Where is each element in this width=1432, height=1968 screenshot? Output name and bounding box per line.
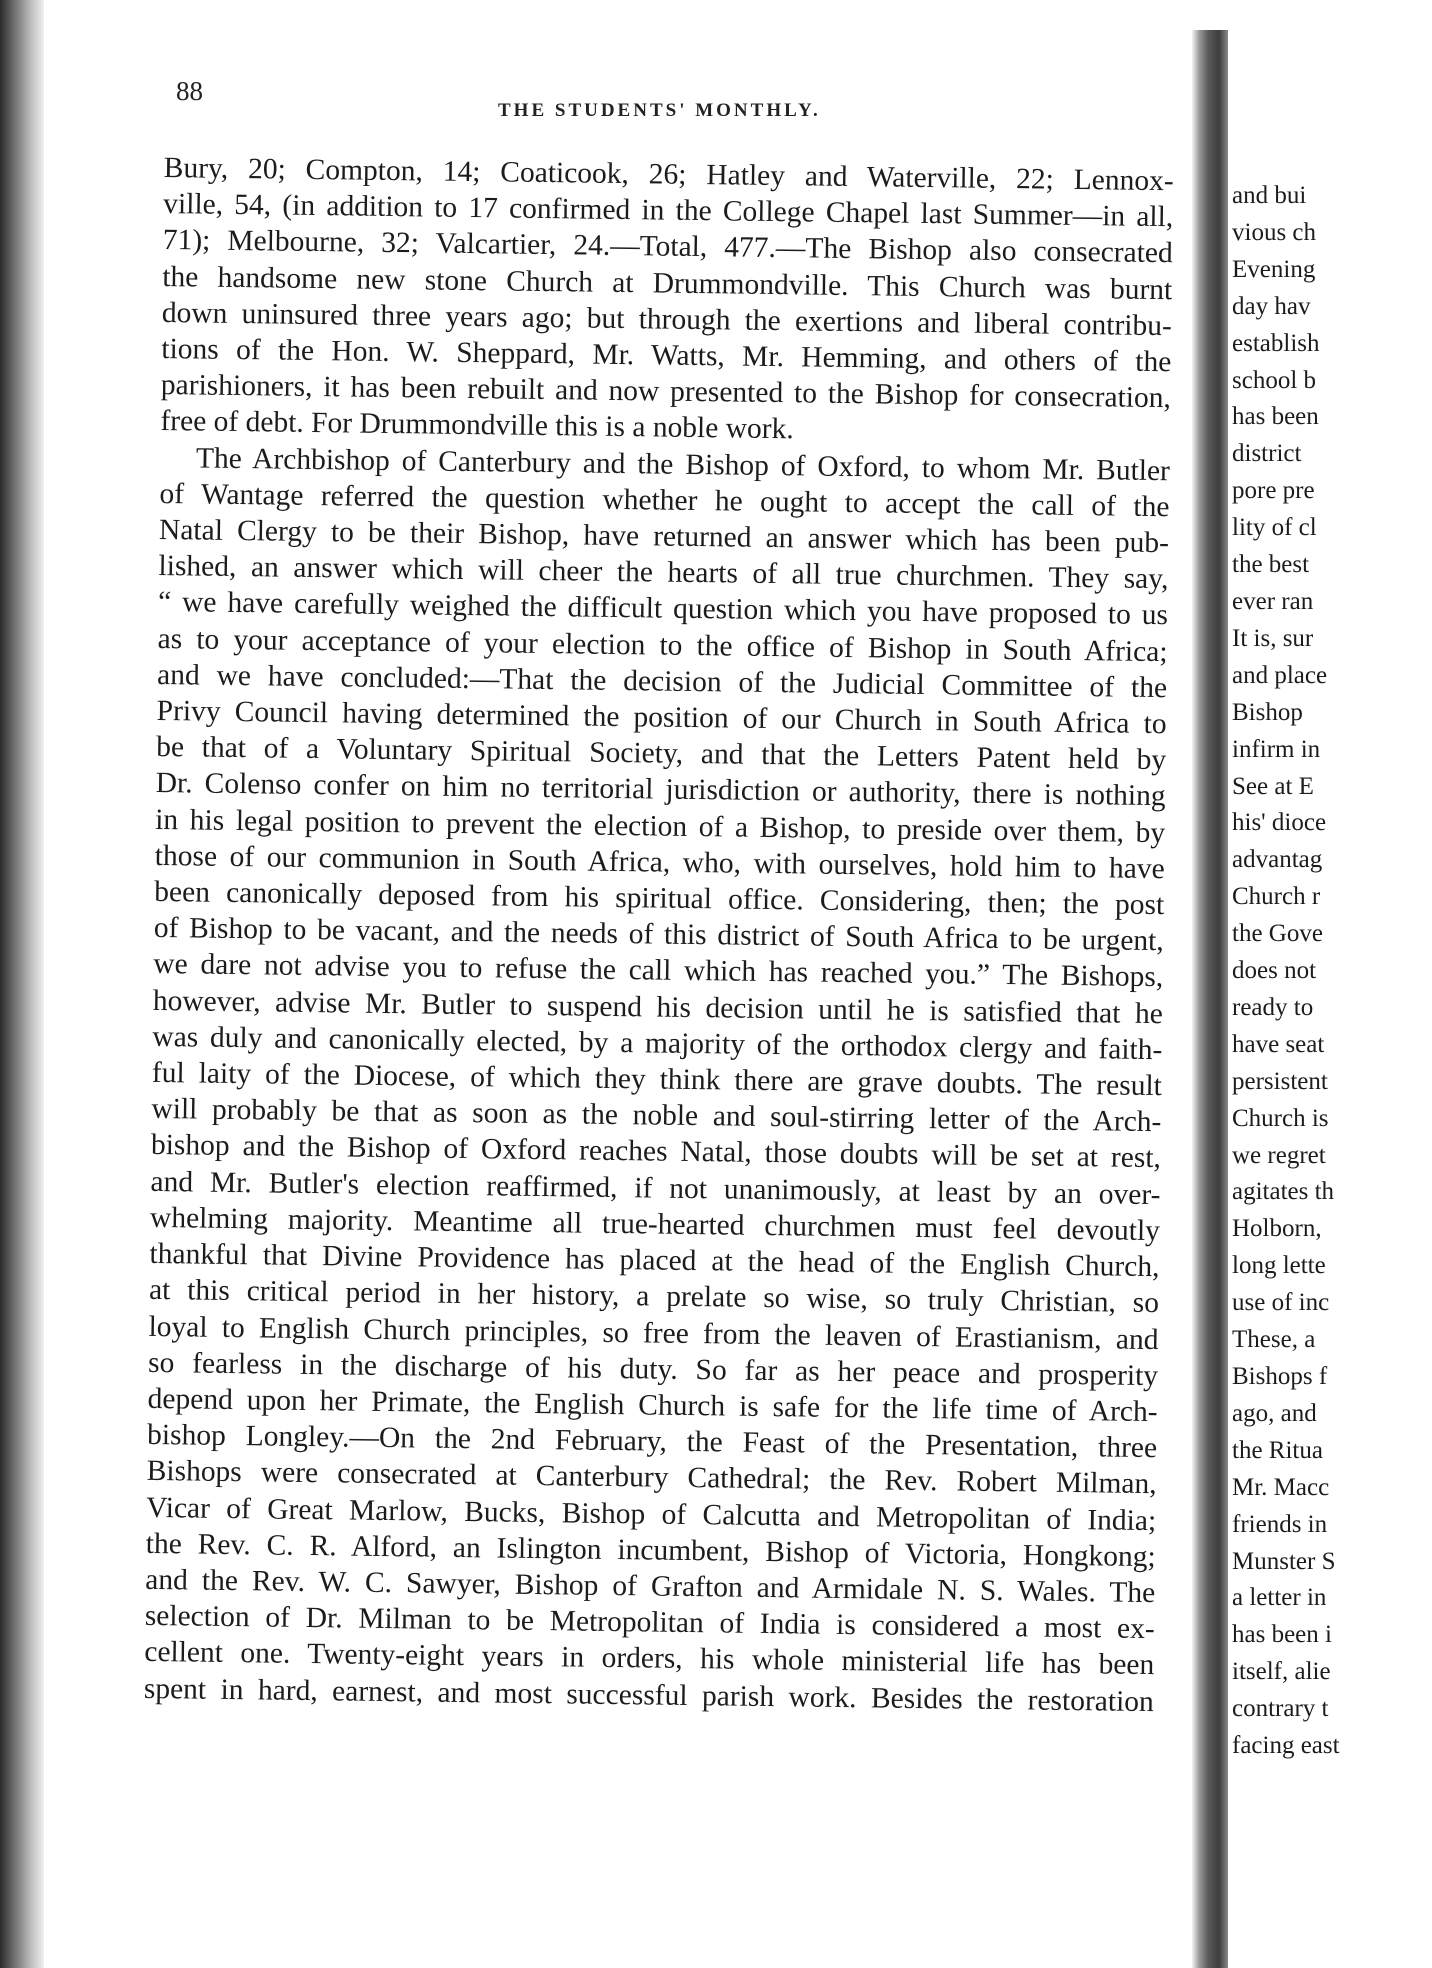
body-line: Bury, 20; Compton, 14; Coaticook, 26; Hatley and Waterville, 22; Lennox- [163,151,1174,198]
right-page-line-fragment: lity of cl [1232,514,1317,542]
body-line: as to your acceptance of your election to the office of Bishop in South Africa; [157,622,1168,668]
right-page-line-fragment: Evening [1232,255,1316,283]
right-page-line-fragment: agitates th [1232,1178,1335,1206]
body-text-column [144,150,1174,1720]
right-page-line-fragment: we regret [1232,1141,1326,1169]
body-line: thankful that Divine Providence has placed at the head of the English Church, [149,1238,1160,1284]
right-page-line-fragment: Church is [1232,1104,1329,1132]
body-line: we dare not advise you to refuse the call which has reached you.” The Bishops, [153,948,1164,994]
body-line: “ we have carefully weighed the difficult question which you have proposed to us [157,586,1169,632]
body-line: the Rev. C. R. Alford, an Islington incumbent, Bishop of Victoria, Hongkong; [145,1527,1156,1573]
right-page-line-fragment: district [1232,440,1302,468]
right-page-line-fragment: and place [1232,661,1328,689]
page-number: 88 [176,76,203,106]
body-line: of Wantage referred the question whether he ought to accept the call of the [159,477,1170,524]
right-page-line-fragment: day hav [1232,292,1311,320]
right-page-line-fragment: See at E [1232,772,1314,800]
right-page-line-fragment: persistent [1232,1067,1328,1095]
body-line: free of debt. For Drummondville this is a noble work. [160,405,794,446]
body-line: Dr. Colenso confer on him no territorial jurisdiction or authority, there is nothing [155,767,1166,813]
right-page-line-fragment: advantag [1232,846,1323,874]
body-line: tions of the Hon. W. Sheppard, Mr. Watts, Mr. Hemming, and others of the [161,332,1172,379]
right-page-line-fragment: It is, sur [1232,624,1314,652]
body-line: whelming majority. Meantime all true-hearted churchmen must feel devoutly [149,1201,1161,1248]
right-page-line-fragment: establish [1232,329,1320,357]
right-page-line-fragment: the best [1232,551,1310,579]
body-line: Natal Clergy to be their Bishop, have returned an answer which has been pub- [158,514,1170,560]
right-page-line-fragment: the Gove [1232,920,1323,948]
body-line: bishop Longley.—On the 2nd February, the Feast of the Presentation, three [146,1419,1158,1465]
right-page-line-fragment: vious ch [1232,218,1317,246]
right-page-line-fragment: long lette [1232,1252,1326,1280]
body-line: Privy Council having determined the position of our Church in South Africa to [156,695,1167,741]
book-binding-edge [0,0,44,1968]
body-line: Vicar of Great Marlow, Bucks, Bishop of Calcutta and Metropolitan of India; [146,1491,1157,1537]
right-page-line-fragment: the Ritua [1232,1436,1323,1464]
right-page-line-fragment: ago, and [1232,1399,1317,1427]
right-page-line-fragment: ever ran [1232,587,1314,615]
right-page-line-fragment: These, a [1232,1326,1316,1354]
right-page-line-fragment: his' dioce [1232,809,1327,837]
body-line: parishioners, it has been rebuilt and now presented to the Bishop for consecration, [160,369,1172,415]
right-page-line-fragment: Bishops f [1232,1363,1328,1390]
right-page-line-fragment: have seat [1232,1030,1325,1058]
right-page-line-fragment: contrary t [1232,1695,1329,1723]
right-page-line-fragment: has been i [1232,1621,1332,1649]
body-line: ville, 54, (in addition to 17 confirmed in the College Chapel last Summer—in all, [163,188,1174,234]
right-page-line-fragment: Mr. Macc [1232,1473,1330,1501]
body-line: 71); Melbourne, 32; Valcartier, 24.—Total, 477.—The Bishop also consecrated [162,224,1173,270]
right-page-line-fragment: school b [1232,366,1317,394]
body-line: selection of Dr. Milman to be Metropolitan of India is considered a most ex- [144,1600,1155,1646]
body-line: cellent one. Twenty-eight years in orders, his whole ministerial life has been [144,1636,1155,1682]
body-line: loyal to English Church principles, so free from the leaven of Erastianism, and [148,1310,1159,1356]
body-line: and the Rev. W. C. Sawyer, Bishop of Grafton and Armidale N. S. Wales. The [145,1563,1156,1610]
body-line: lished, an answer which will cheer the hearts of all true churchmen. They say, [158,550,1169,596]
body-line: ful laity of the Diocese, of which they think there are grave doubts. The result [151,1057,1163,1103]
page-gutter-shadow [1192,30,1228,1968]
body-line: however, advise Mr. Butler to suspend his decision until he is satisfied that he [152,984,1163,1030]
running-head: THE STUDENTS' MONTHLY. [498,100,821,121]
body-line: be that of a Voluntary Spiritual Society, and that the Letters Patent held by [155,731,1167,777]
right-page-text-fragments [1232,178,1432,1765]
right-page-line-fragment: use of inc [1232,1289,1330,1317]
body-line: will probably be that as soon as the noble and soul-stirring letter of the Arch- [151,1093,1162,1139]
right-page-line-fragment: a letter in [1232,1584,1327,1612]
right-page-line-fragment: and bui [1232,182,1307,209]
body-line: at this critical period in her history, a prelate so wise, so truly Christian, so [148,1274,1160,1320]
body-line: been canonically deposed from his spiritual office. Considering, then; the post [154,876,1165,922]
body-line: bishop and the Bishop of Oxford reaches Natal, those doubts will be set at rest, [150,1129,1162,1175]
body-line: was duly and canonically elected, by a majority of the orthodox clergy and faith- [152,1020,1163,1067]
body-line: Bishops were consecrated at Canterbury Cathedral; the Rev. Robert Milman, [146,1455,1157,1501]
right-page-line-fragment: Bishop [1232,698,1303,726]
body-line: spent in hard, earnest, and most successful parish work. Besides the restoration [143,1672,1154,1718]
right-page-line-fragment: has been [1232,403,1319,431]
right-page-line-fragment: infirm in [1232,735,1321,763]
body-line: depend upon her Primate, the English Church is safe for the life time of Arch- [147,1382,1158,1429]
right-page-line-fragment: ready to [1232,993,1314,1021]
body-line: those of our communion in South Africa, who, with ourselves, hold him to have [154,839,1165,886]
body-line: down uninsured three years ago; but through the exertions and liberal contribu- [161,296,1172,343]
right-page-line-fragment: Holborn, [1232,1215,1322,1243]
body-line: the handsome new stone Church at Drummondville. This Church was burnt [162,260,1173,306]
body-line: of Bishop to be vacant, and the needs of this district of South Africa to be urgent, [153,912,1164,958]
right-page-line-fragment: itself, alie [1232,1658,1331,1686]
right-page-line-fragment: Church r [1232,883,1321,911]
right-page-line-fragment: pore pre [1232,477,1315,505]
body-line: and Mr. Butler's election reaffirmed, if not unanimously, at least by an over- [150,1165,1161,1211]
body-line: so fearless in the discharge of his duty. So far as her peace and prosperity [147,1346,1159,1392]
body-line: in his legal position to prevent the election of a Bishop, to preside over them, by [155,803,1166,849]
body-line: The Archbishop of Canterbury and the Bishop of Oxford, to whom Mr. Butler [195,442,1171,487]
right-page-line-fragment: friends in [1232,1510,1328,1538]
right-page-line-fragment: does not [1232,957,1317,985]
right-page-line-fragment: facing east [1232,1732,1340,1760]
right-page-line-fragment: Munster S [1232,1547,1336,1575]
body-line: and we have concluded:—That the decision of the Judicial Committee of the [156,658,1168,705]
